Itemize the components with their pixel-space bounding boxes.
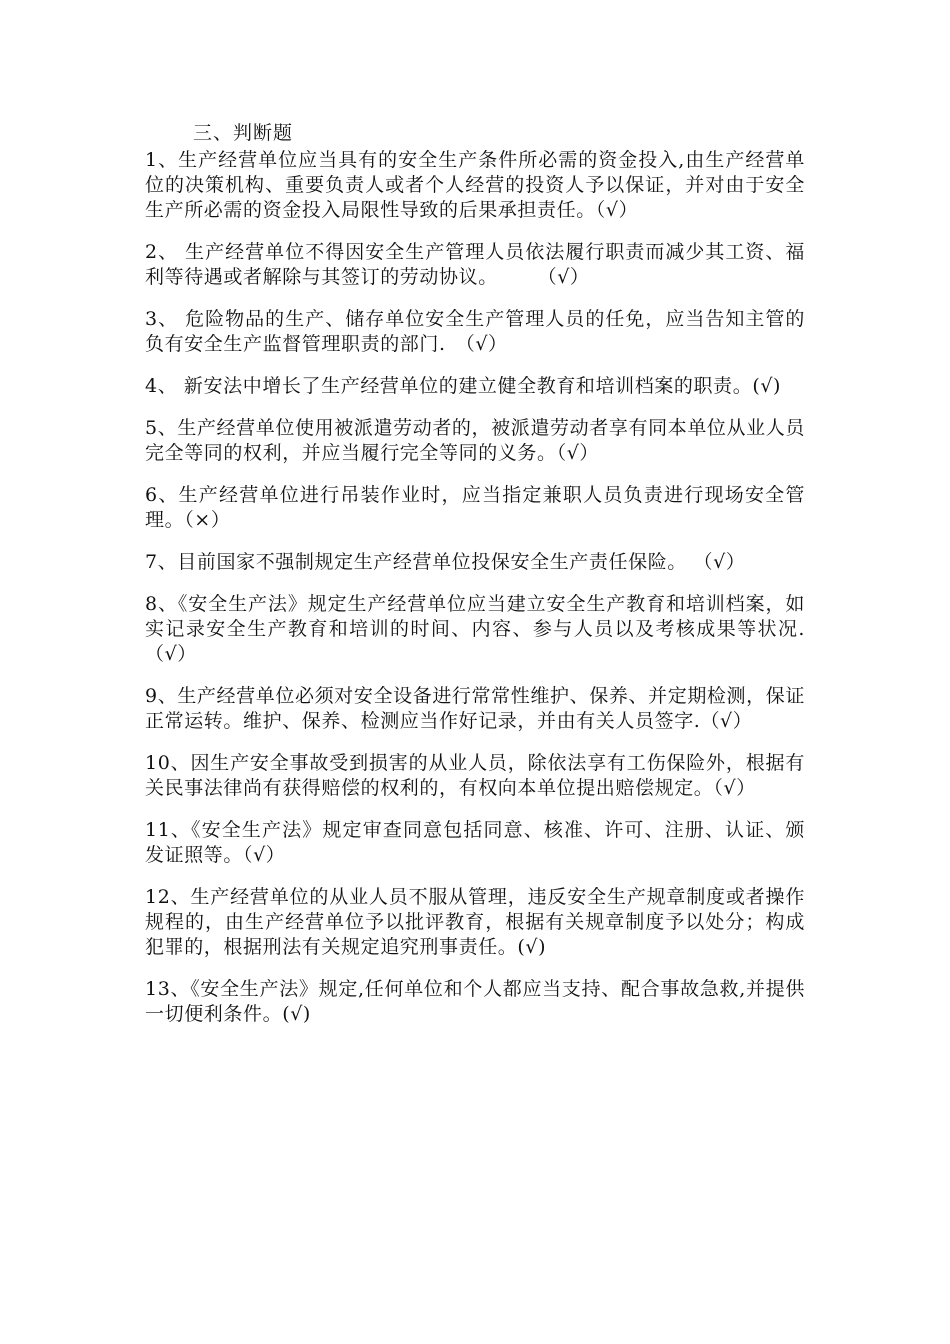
question-item-12: 12、生产经营单位的从业人员不服从管理，违反安全生产规章制度或者操作规程的，由生产经营单位予以批评教育，根据有关规章制度予以处分；构成犯罪的，根据刑法有关规定追究刑事责任。(√) xyxy=(145,886,805,958)
question-item-6: 6、生产经营单位进行吊装作业时，应当指定兼职人员负责进行现场安全管理。（×） xyxy=(145,484,805,531)
question-item-5: 5、生产经营单位使用被派遣劳动者的，被派遣劳动者享有同本单位从业人员完全等同的权利，并应当履行完全等同的义务。（√） xyxy=(145,417,805,464)
question-item-2: 2、 生产经营单位不得因安全生产管理人员依法履行职责而减少其工资、福利等待遇或者解除与其签订的劳动协议。 （√） xyxy=(145,241,805,288)
question-item-7: 7、目前国家不强制规定生产经营单位投保安全生产责任保险。 （√） xyxy=(145,551,746,573)
question-item-8: 8、《安全生产法》规定生产经营单位应当建立安全生产教育和培训档案，如实记录安全生产教育和培训的时间、内容、参与人员以及考核成果等状况.（√） xyxy=(145,593,805,665)
question-item-13: 13、《安全生产法》规定,任何单位和个人都应当支持、配合事故急救,并提供一切便利条件。(√) xyxy=(145,978,805,1025)
question-item-10: 10、因生产安全事故受到损害的从业人员，除依法享有工伤保险外，根据有关民事法律尚有获得赔偿的权利的，有权向本单位提出赔偿规定。（√） xyxy=(145,752,805,799)
question-item-4: 4、 新安法中增长了生产经营单位的建立健全教育和培训档案的职责。(√) xyxy=(145,375,782,397)
section-title: 三、判断题 xyxy=(193,122,294,144)
question-item-1: 1、生产经营单位应当具有的安全生产条件所必需的资金投入,由生产经营单位的决策机构、重要负责人或者个人经营的投资人予以保证，并对由于安全生产所必需的资金投入局限性导致的后果承担责任。（√） xyxy=(145,149,805,221)
question-item-9: 9、生产经营单位必须对安全设备进行常常性维护、保养、并定期检测，保证正常运转。维护、保养、检测应当作好记录，并由有关人员签字.（√） xyxy=(145,685,805,732)
question-item-11: 11、《安全生产法》规定审查同意包括同意、核准、许可、注册、认证、颁发证照等。（√） xyxy=(145,819,805,866)
question-item-3: 3、 危险物品的生产、储存单位安全生产管理人员的任免，应当告知主管的负有安全生产监督管理职责的部门. （√） xyxy=(145,308,805,355)
document-body xyxy=(145,120,805,1044)
